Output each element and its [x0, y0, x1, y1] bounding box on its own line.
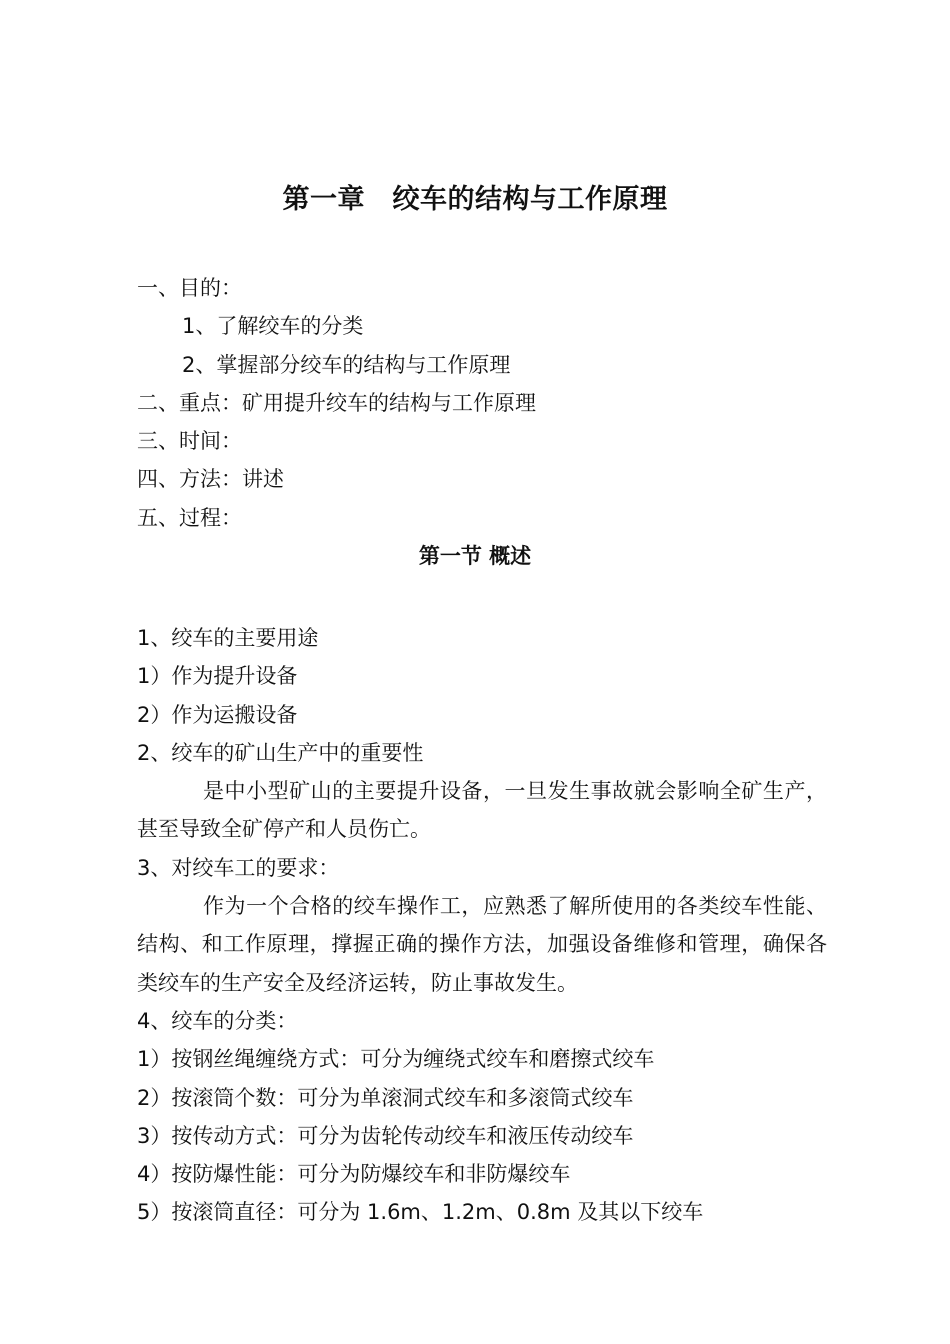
usage-item: 1）作为提升设备	[137, 664, 298, 689]
importance-paragraph: 是中小型矿山的主要提升设备，一旦发生事故就会影响全矿生产，甚至导致全矿停产和人员伤亡。	[137, 779, 827, 842]
classification-item: 3）按传动方式：可分为齿轮传动绞车和液压传动绞车	[137, 1123, 634, 1148]
classification-heading: 4、绞车的分类：	[137, 1008, 298, 1033]
usage-heading: 1、绞车的主要用途	[137, 626, 319, 650]
purpose-label: 一、目的：	[137, 276, 242, 300]
chapter-title: 第一章 绞车的结构与工作原理	[282, 184, 668, 215]
importance-heading: 2、绞车的矿山生产中的重要性	[137, 740, 424, 765]
classification-item: 5）按滚筒直径：可分为 1.6m、1.2m、0.8m 及其以下绞车	[137, 1200, 704, 1225]
classification-item: 4）按防爆性能：可分为防爆绞车和非防爆绞车	[137, 1162, 571, 1187]
usage-item: 2）作为运搬设备	[137, 702, 298, 727]
purpose-item: 1、了解绞车的分类	[182, 314, 364, 339]
key-point-line: 二、重点：矿用提升绞车的结构与工作原理	[137, 390, 536, 415]
section-title: 第一节 概述	[418, 544, 532, 568]
classification-item: 1）按钢丝绳缠绕方式：可分为缠绕式绞车和磨擦式绞车	[137, 1047, 655, 1072]
process-line: 五、过程：	[137, 505, 242, 530]
time-line: 三、时间：	[137, 429, 242, 454]
classification-item: 2）按滚筒个数：可分为单滚洞式绞车和多滚筒式绞车	[137, 1085, 634, 1110]
purpose-item: 2、掌握部分绞车的结构与工作原理	[182, 352, 511, 377]
body-block	[137, 619, 827, 1232]
method-line: 四、方法：讲述	[137, 467, 284, 492]
requirements-paragraph: 作为一个合格的绞车操作工，应熟悉了解所使用的各类绞车性能、结构、和工作原理，撑握正确的操作方法，加强设备维修和管理，确保各类绞车的生产安全及经济运转，防止事故发生。	[137, 894, 827, 995]
intro-block	[137, 269, 827, 537]
requirements-heading: 3、对绞车工的要求：	[137, 855, 340, 880]
